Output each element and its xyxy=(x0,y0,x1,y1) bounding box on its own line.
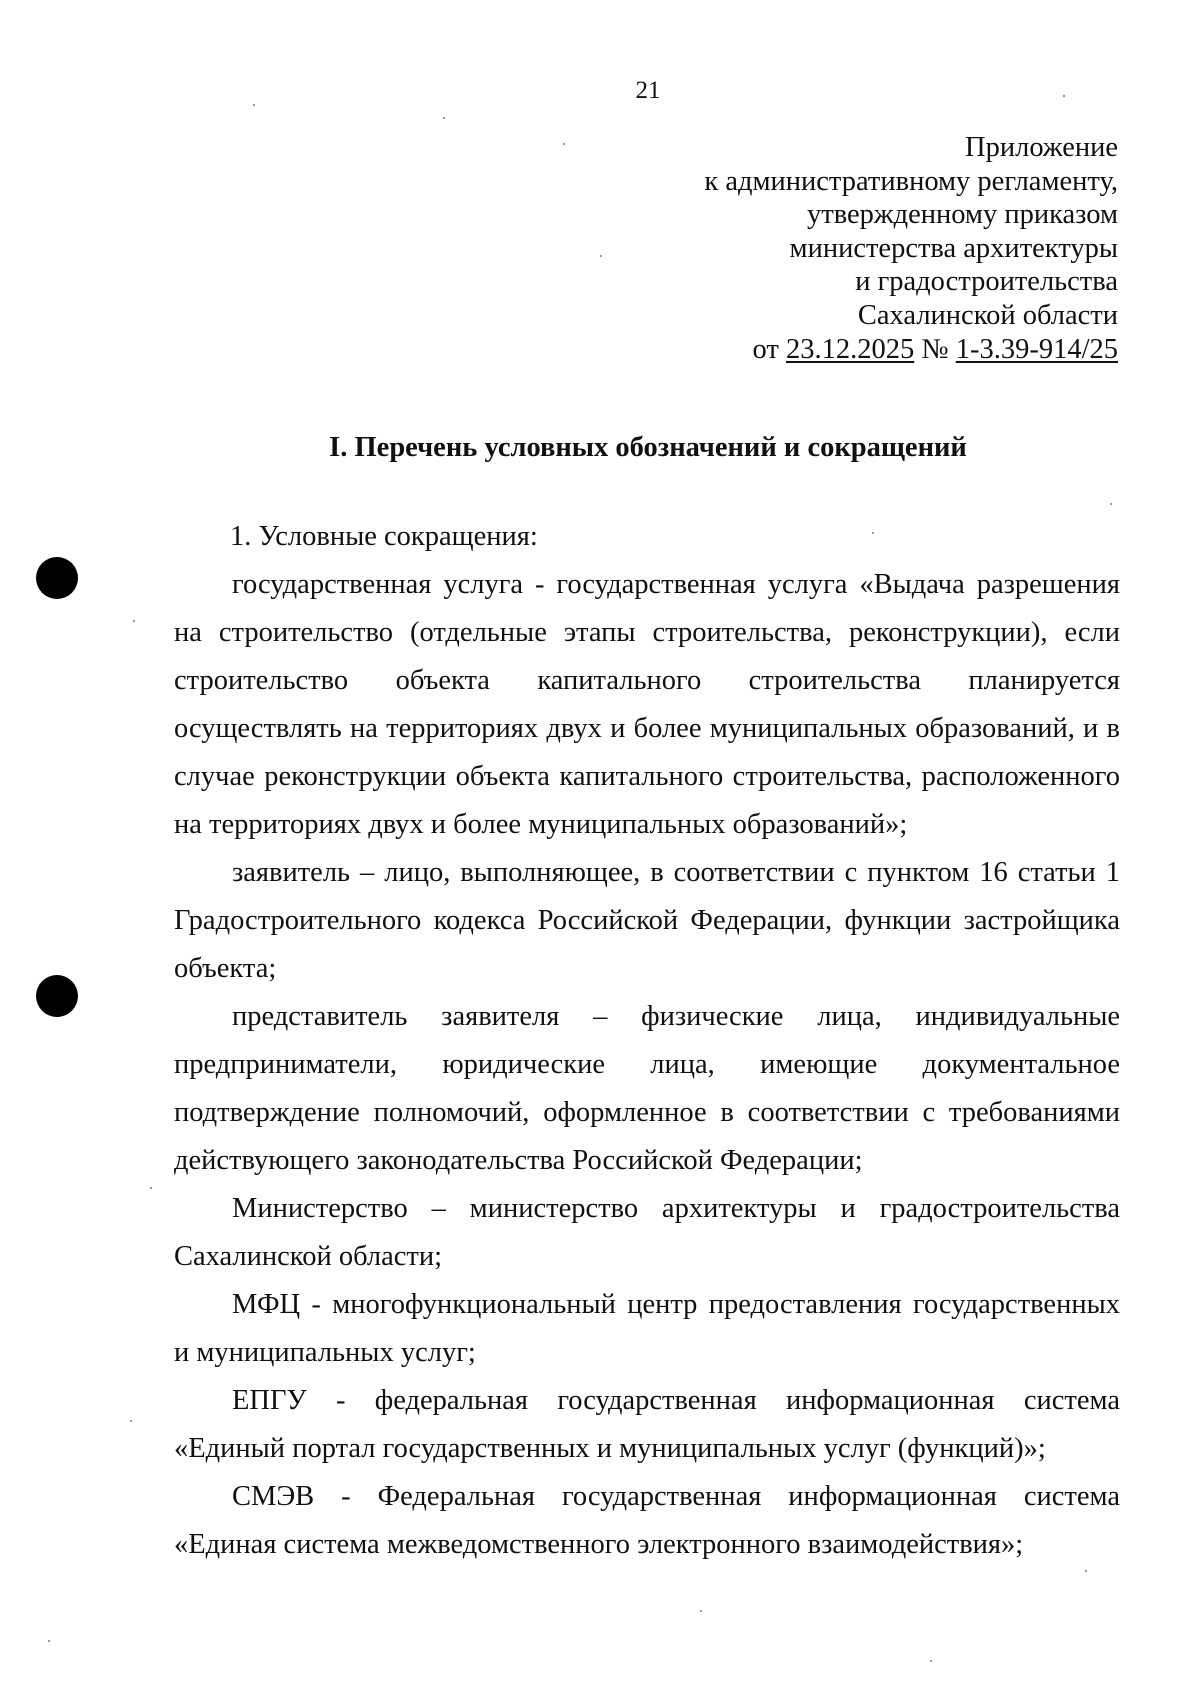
scan-speck xyxy=(600,255,602,257)
paragraph-definition: государственная услуга - государственная услуга «Выдача разрешения на строительство (отдельные этапы строительства, реконструкции), если строительство объекта капитального строительства планируется осуществлять на территориях двух и более муниципальных образований, и в случае реконструкции объекта капитального строительства, расположенного на территориях двух и более муниципальных образований»; xyxy=(174,569,1120,840)
approval-line: утвержденному приказом xyxy=(806,199,1118,231)
scan-speck xyxy=(1085,1570,1087,1572)
scan-speck xyxy=(443,117,445,119)
approval-date-line xyxy=(704,333,1118,367)
order-date: 23.12.2025 xyxy=(786,333,915,365)
scan-speck xyxy=(253,104,255,106)
paragraph-definition: Министерство – министерство архитектуры и градостроительства Сахалинской области; xyxy=(174,1193,1120,1272)
paragraph-definition: МФЦ - многофункциональный центр предоставления государственных и муниципальных услуг; xyxy=(174,1289,1120,1368)
scan-speck xyxy=(1063,95,1065,97)
scan-speck xyxy=(563,143,565,145)
order-number: 1-3.39-914/25 xyxy=(955,333,1118,365)
approval-line: к административному регламенту, xyxy=(704,165,1118,197)
scan-speck xyxy=(48,1640,50,1642)
approval-line: министерства архитектуры xyxy=(789,232,1118,264)
section-title: I. Перечень условных обозначений и сокращений xyxy=(329,432,967,463)
punch-hole-bottom xyxy=(36,975,78,1017)
scan-speck xyxy=(700,1610,702,1612)
number-prefix: № xyxy=(914,333,956,365)
punch-hole-top xyxy=(36,557,78,599)
paragraph-definition: СМЭВ - Федеральная государственная информационная система «Единая система межведомственного электронного взаимодействия»; xyxy=(174,1481,1120,1560)
approval-block xyxy=(704,131,1118,366)
paragraph-definition: представитель заявителя – физические лица, индивидуальные предприниматели, юридические лица, имеющие документальное подтверждение полномочий, оформленное в соответствии с требованиями действующего законодательства Российской Федерации; xyxy=(174,1001,1120,1176)
scan-speck xyxy=(872,532,874,534)
scan-speck xyxy=(930,1660,932,1662)
paragraph-definition: ЕПГУ - федеральная государственная информационная система «Единый портал государственных и муниципальных услуг (функций)»; xyxy=(174,1385,1120,1464)
scan-speck xyxy=(150,1187,152,1189)
paragraph-definition: заявитель – лицо, выполняющее, в соответствии с пунктом 16 статьи 1 Градостроительного кодекса Российской Федерации, функции застройщика объекта; xyxy=(174,857,1120,984)
scan-speck xyxy=(1110,503,1112,505)
approval-line: Сахалинской области xyxy=(857,299,1118,331)
scan-speck xyxy=(133,620,135,622)
approval-line: Приложение xyxy=(965,132,1118,163)
page-number: 21 xyxy=(635,77,661,104)
paragraph-item-heading: 1. Условные сокращения: xyxy=(230,521,538,552)
document-body xyxy=(174,513,1120,1569)
approval-line: и градостроительства xyxy=(855,266,1118,298)
scan-speck xyxy=(130,1420,132,1422)
date-prefix: от xyxy=(752,333,787,365)
